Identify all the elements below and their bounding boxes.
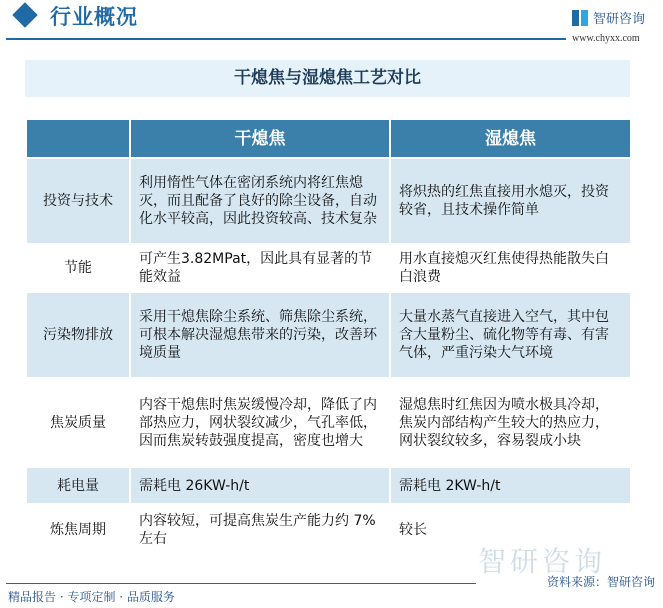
source-note: 资料来源：智研咨询 [546, 575, 655, 589]
row-label: 耗电量 [26, 467, 130, 504]
dry-cell: 内容干熄焦时焦炭缓慢冷却，降低了内部热应力，网状裂纹减少，气孔率低，因而焦炭转鼓强度提高，密度也增大 [130, 378, 390, 467]
wet-cell: 湿熄焦时红焦因为喷水极具冷却，焦炭内部结构产生较大的热应力，网状裂纹较多，容易裂成小块 [390, 378, 631, 467]
brand-logo-icon [572, 10, 588, 26]
brand-name: 智研咨询 [593, 12, 646, 27]
dry-cell: 采用干熄焦除尘系统、筛焦除尘系统，可根本解决湿熄焦带来的污染，改善环境质量 [130, 292, 390, 378]
wet-cell: 较长 [390, 504, 631, 555]
dry-cell: 利用惰性气体在密闭系统内将红焦熄灭，而且配备了良好的除尘设备，自动化水平较高，因此投资较高、技术复杂 [130, 158, 390, 244]
row-label: 污染物排放 [26, 292, 130, 378]
footer-slogan: 精品报告 · 专项定制 · 品质服务 [8, 590, 175, 604]
column-header-dry: 干熄焦 [130, 119, 390, 158]
row-label: 炼焦周期 [26, 504, 130, 555]
table-row [26, 158, 631, 244]
table-row [26, 292, 631, 378]
row-label: 投资与技术 [26, 158, 130, 244]
page-title: 行业概况 [50, 4, 138, 29]
table-title: 干熄焦与湿熄焦工艺对比 [25, 60, 630, 97]
row-label: 节能 [26, 244, 130, 292]
dry-cell: 需耗电 26KW-h/t [130, 467, 390, 504]
header-divider [6, 38, 566, 40]
table-row [26, 244, 631, 292]
wet-cell: 大量水蒸气直接进入空气，其中包含大量粉尘、硫化物等有毒、有害气体，严重污染大气环境 [390, 292, 631, 378]
wet-cell: 需耗电 2KW-h/t [390, 467, 631, 504]
table-row [26, 378, 631, 467]
column-header [26, 119, 130, 158]
dry-cell: 可产生3.82MPat，因此具有显著的节能效益 [130, 244, 390, 292]
footer-divider [6, 583, 476, 584]
header-subtitle: Industry Overview [118, 9, 301, 32]
table-row [26, 467, 631, 504]
row-label: 焦炭质量 [26, 378, 130, 467]
dry-cell: 内容较短，可提高焦炭生产能力约 7%左右 [130, 504, 390, 555]
column-header-wet: 湿熄焦 [390, 119, 631, 158]
brand-url: www.chyxx.com [572, 33, 640, 44]
wet-cell: 用水直接熄灭红焦使得热能散失白白浪费 [390, 244, 631, 292]
wet-cell: 将炽热的红焦直接用水熄灭，投资较省，且技术操作简单 [390, 158, 631, 244]
diamond-icon [12, 2, 37, 27]
table-header-row [26, 119, 631, 158]
watermark: 智研咨询 [478, 545, 607, 578]
brand [572, 8, 645, 27]
comparison-table [25, 118, 632, 556]
